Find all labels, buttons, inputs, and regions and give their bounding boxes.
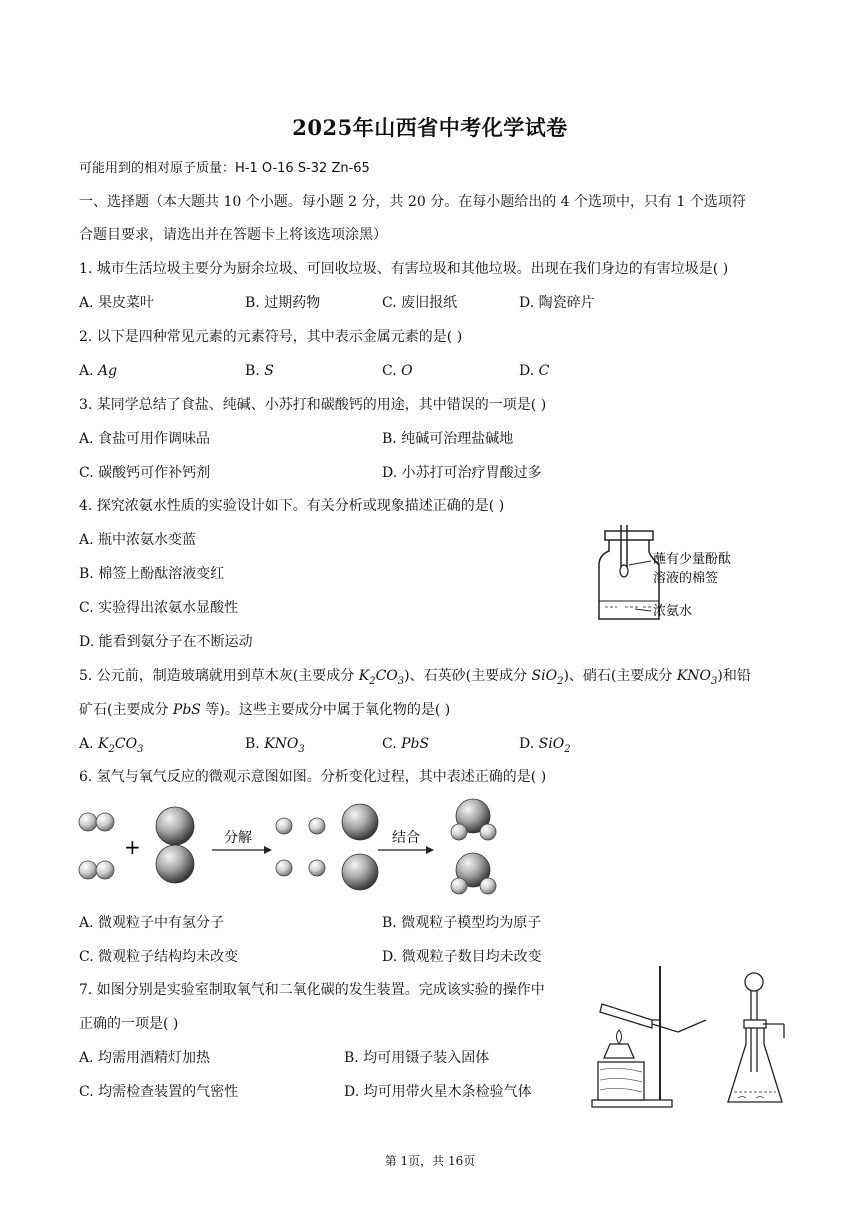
q5-stem-line2: 矿石(主要成分 PbS 等)。这些主要成分中属于氧化物的是( ): [79, 702, 451, 718]
q2-option-d[interactable]: D. C: [519, 363, 550, 379]
q4-stem: 4. 探究浓氨水性质的实验设计如下。有关分析或现象描述正确的是( ): [79, 498, 505, 514]
q7-option-b[interactable]: B. 均可用镊子装入固体: [344, 1050, 490, 1066]
section-heading-line1: 一、选择题（本大题共 10 个小题。每小题 2 分，共 20 分。在每小题给出的 4 个选项中，只有 1 个选项符: [79, 194, 746, 210]
q6-option-d[interactable]: D. 微观粒子数目均未改变: [382, 949, 542, 965]
q6-option-b[interactable]: B. 微观粒子模型均为原子: [382, 915, 542, 931]
q7-option-d[interactable]: D. 均可用带火星木条检验气体: [344, 1084, 532, 1100]
q4-option-b[interactable]: B. 棉签上酚酞溶液变红: [79, 566, 225, 582]
q4-option-a[interactable]: A. 瓶中浓氨水变蓝: [79, 532, 197, 548]
q3-option-a[interactable]: A. 食盐可用作调味品: [79, 431, 211, 447]
q2-option-a[interactable]: A. Ag: [79, 363, 118, 379]
section-heading-line2: 合题目要求，请选出并在答题卡上将该选项涂黑）: [79, 227, 387, 243]
q2-option-c[interactable]: C. O: [382, 363, 413, 379]
atomic-mass-note: 可能用到的相对原子质量：H-1 O-16 S-32 Zn-65: [79, 161, 370, 176]
gas-generation-apparatus-figure: [588, 962, 798, 1112]
ammonia-bottle-figure: [595, 525, 765, 625]
q3-option-d[interactable]: D. 小苏打可治疗胃酸过多: [382, 465, 542, 481]
fig-label-swab2: 溶液的棉签: [653, 571, 719, 586]
q7-stem-line2: 正确的一项是( ): [79, 1016, 179, 1032]
q4-option-d[interactable]: D. 能看到氨分子在不断运动: [79, 634, 253, 650]
q5-option-d[interactable]: D. SiO$_2$: [519, 736, 571, 755]
q3-option-c[interactable]: C. 碳酸钙可作补钙剂: [79, 465, 211, 481]
q5-option-a[interactable]: A. $K_2CO_3$: [79, 736, 144, 755]
q1-option-c[interactable]: C. 废旧报纸: [382, 295, 458, 311]
q7-option-c[interactable]: C. 均需检查装置的气密性: [79, 1084, 239, 1100]
q6-option-a[interactable]: A. 微观粒子中有氢分子: [79, 915, 225, 931]
q6-stem: 6. 氢气与氧气反应的微观示意图如图。分析变化过程，其中表述正确的是( ): [79, 769, 547, 785]
q5-stem-line1: 5. 公元前，制造玻璃就用到草木灰(主要成分 $K_2CO_3$)、石英砂(主要成分 SiO$_2$)、硝石(主要成分 $KNO_3$)和铅: [79, 668, 751, 687]
q4-option-c[interactable]: C. 实验得出浓氨水显酸性: [79, 600, 239, 616]
fig-label-ammonia: 浓氨水: [653, 604, 693, 619]
page-footer: 第 1页，共 16页: [384, 1154, 476, 1168]
q7-stem-line1: 7. 如图分别是实验室制取氧气和二氧化碳的发生装置。完成该实验的操作中: [79, 982, 545, 998]
q5-option-c[interactable]: C. PbS: [382, 736, 430, 752]
q1-option-a[interactable]: A. 果皮菜叶: [79, 295, 155, 311]
q7-option-a[interactable]: A. 均需用酒精灯加热: [79, 1050, 211, 1066]
q3-option-b[interactable]: B. 纯碱可治理盐碱地: [382, 431, 514, 447]
q2-stem: 2. 以下是四种常见元素的元素符号，其中表示金属元素的是( ): [79, 329, 463, 345]
q6-option-c[interactable]: C. 微观粒子结构均未改变: [79, 949, 239, 965]
q3-stem: 3. 某同学总结了食盐、纯碱、小苏打和碳酸钙的用途，其中错误的一项是( ): [79, 397, 547, 413]
q5-option-b[interactable]: B. $KNO_3$: [245, 736, 305, 755]
q1-option-b[interactable]: B. 过期药物: [245, 295, 321, 311]
arrow-label-decompose: 分解: [224, 830, 252, 846]
q1-option-d[interactable]: D. 陶瓷碎片: [519, 295, 595, 311]
q1-stem: 1. 城市生活垃圾主要分为厨余垃圾、可回收垃圾、有害垃圾和其他垃圾。出现在我们身边的有害垃圾是( ): [79, 261, 729, 277]
arrow-label-combine: 结合: [392, 830, 420, 846]
page-title: 2025年山西省中考化学试卷: [292, 115, 568, 140]
q2-option-b[interactable]: B. S: [245, 363, 274, 379]
reaction-micro-diagram: [78, 796, 518, 904]
fig-label-swab1: 蘸有少量酚酞: [653, 552, 732, 567]
plus-sign: +: [124, 835, 141, 859]
